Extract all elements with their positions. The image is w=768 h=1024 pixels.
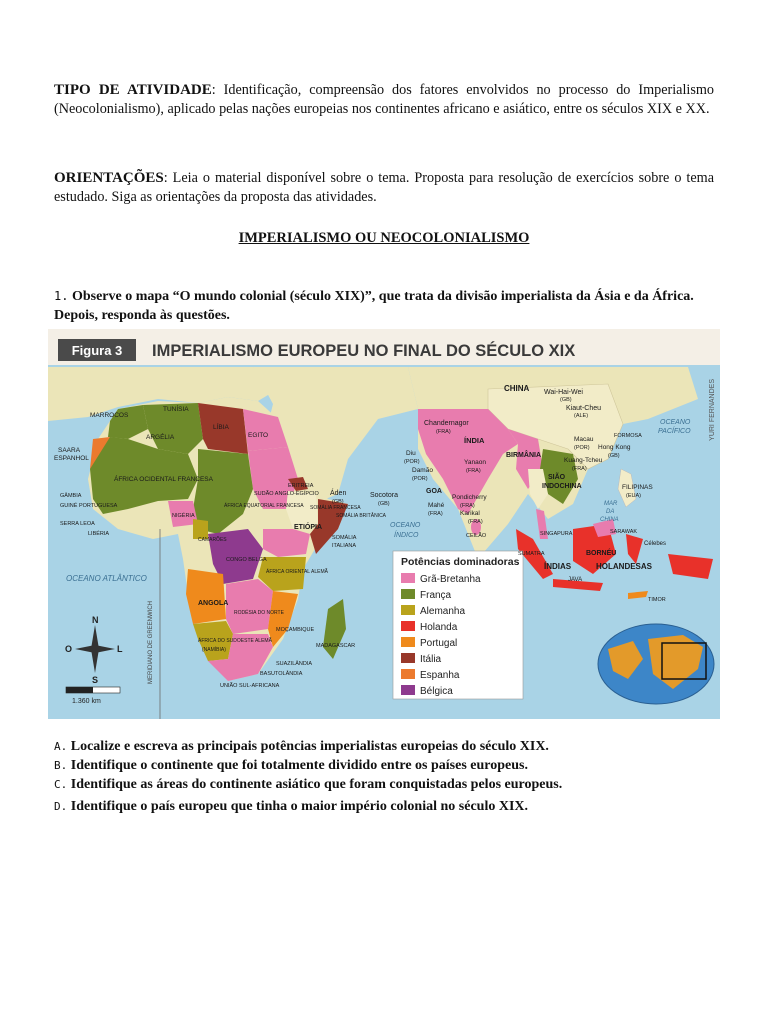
label-namibia: (NAMÍBIA): [202, 647, 226, 653]
label-sarawak: SARAWAK: [610, 529, 638, 535]
label-angola: ANGOLA: [198, 600, 229, 607]
label-marrocos: MARROCOS: [90, 412, 129, 419]
region-angola: [186, 569, 229, 624]
map-title: IMPERIALISMO EUROPEU NO FINAL DO SÉCULO XIX: [152, 342, 576, 360]
label-indian-ocean-2: ÍNDICO: [394, 532, 419, 539]
label-aden-gb: (GB): [332, 499, 344, 505]
map-credit: YURI FERNANDES: [709, 379, 716, 441]
label-indochina: INDOCHINA: [542, 483, 582, 490]
legend-label: Holanda: [420, 622, 458, 633]
label-sudao: SUDÃO ANGLO-EGÍPCIO: [254, 491, 319, 497]
label-indias: ÍNDIAS: [544, 562, 572, 571]
label-somalia-it-2: ITALIANA: [332, 543, 357, 549]
label-saara-1: SAARA: [58, 447, 81, 454]
scale-label: 1.360 km: [72, 698, 101, 705]
label-damao: Damão: [412, 467, 433, 474]
question-d-text: Identifique o país europeu que tinha o maior império colonial no século XIX.: [67, 799, 528, 814]
imperialism-map: [48, 329, 720, 719]
question-a-letter: A.: [54, 740, 68, 753]
label-pondicherry: Pondicherry: [452, 494, 487, 501]
question-c-text: Identifique as áreas do continente asiático que foram conquistadas pelos europeus.: [67, 777, 563, 792]
label-liberia: LIBÉRIA: [88, 531, 110, 537]
legend-swatch: [401, 589, 415, 599]
label-atlantic: OCEANO ATLÂNTICO: [66, 574, 147, 583]
question-b-text: Identifique o continente que foi totalmente dividido entre os países europeus.: [67, 758, 528, 773]
label-hongkong-gb: (GB): [608, 453, 620, 459]
label-uniao: UNIÃO SUL-AFRICANA: [220, 683, 280, 689]
label-birmania: BIRMÂNIA: [506, 452, 541, 459]
label-pacific-1: OCEANO: [660, 419, 691, 426]
label-guine: GUINÉ PORTUGUESA: [60, 503, 118, 509]
label-africa-oriental-alema: ÁFRICA ORIENTAL ALEMÃ: [266, 569, 328, 575]
label-yanaon-fra: (FRA): [466, 468, 481, 474]
question-1-number: 1.: [54, 289, 69, 303]
question-d: [54, 797, 734, 816]
legend-swatch: [401, 605, 415, 615]
legend-label: Alemanha: [420, 606, 466, 617]
section-heading: IMPERIALISMO OU NEOCOLONIALISMO: [238, 230, 530, 246]
activity-type-text: : Identificação, compreensão dos fatores envolvidos no processo do Imperialismo (Neocolonialismo), aplicado pelas nações europeias nos continentes africano e asiático, entre os séculos XIX e XX.: [54, 82, 714, 117]
label-congo: CONGO BELGA: [226, 557, 267, 563]
guidelines-text: : Leia o material disponível sobre o tema. Proposta para resolução de exercícios sobre o tema estudado. Siga as orientações da proposta das atividades.: [54, 170, 714, 205]
question-b: [54, 756, 734, 775]
label-mar-china-2: DA: [606, 509, 615, 515]
scale-bar-fill: [66, 687, 93, 693]
label-gambia: GÂMBIA: [60, 493, 82, 499]
label-aden: Áden: [330, 490, 347, 497]
question-d-letter: D.: [54, 800, 68, 813]
label-yanaon: Yanaon: [464, 459, 486, 466]
legend-swatch: [401, 637, 415, 647]
compass-n: N: [92, 615, 99, 625]
label-sudoeste: ÁFRICA DO SUDOESTE ALEMÃ: [198, 638, 272, 644]
question-c-letter: C.: [54, 778, 68, 791]
locator-globe: [598, 624, 714, 704]
question-1: [54, 287, 718, 325]
legend-label: Espanha: [420, 670, 460, 681]
label-serra-leoa: SERRA LEOA: [60, 521, 95, 527]
label-mar-china-1: MAR: [604, 501, 618, 507]
activity-type-paragraph: [54, 81, 714, 119]
label-madagascar: MADAGASCAR: [316, 643, 356, 649]
label-mocambique: MOÇAMBIQUE: [276, 627, 315, 633]
label-filipinas: FILIPINAS: [622, 484, 653, 491]
label-saara-2: ESPANHOL: [54, 455, 89, 462]
label-filipinas-eua: (EUA): [626, 493, 641, 499]
label-damao-por: (POR): [412, 476, 428, 482]
label-gb: (GB): [560, 397, 572, 403]
question-a: [54, 737, 734, 756]
label-pacific-2: PACÍFICO: [658, 428, 691, 435]
label-singapura: SINGAPURA: [540, 531, 573, 537]
label-argelia: ARGÉLIA: [146, 434, 175, 441]
label-karikal-fra: (FRA): [468, 519, 483, 525]
guidelines-label: ORIENTAÇÕES: [54, 170, 164, 186]
label-suazilandia: SUAZILÂNDIA: [276, 661, 313, 667]
label-kuangtcheu-fra: (FRA): [572, 466, 587, 472]
label-waihaiwei: Wai-Hai-Wei: [544, 389, 583, 396]
label-celebes: Célebes: [644, 541, 667, 547]
label-macau: Macau: [574, 436, 594, 443]
label-china: CHINA: [504, 384, 530, 393]
region-rhodesia: [226, 579, 273, 634]
legend-swatch: [401, 573, 415, 583]
legend-label: Bélgica: [420, 686, 453, 697]
label-goa: GOA: [426, 488, 442, 495]
legend-label: Portugal: [420, 638, 458, 649]
legend-swatch: [401, 653, 415, 663]
question-a-text: Localize e escreva as principais potências imperialistas europeias do século XIX.: [67, 739, 549, 754]
label-ceilao: CEILÃO: [466, 533, 487, 539]
greenwich-label: MERIDIANO DE GREENWICH: [148, 600, 154, 684]
label-camaroes: CAMARÕES: [198, 537, 227, 543]
activity-type-label: TIPO DE ATIVIDADE: [54, 82, 212, 98]
region-cameroon: [193, 519, 208, 539]
label-kiautcheu: Kiaut-Cheu: [566, 405, 602, 412]
label-pondicherry-fra: (FRA): [460, 503, 475, 509]
label-indian-ocean-1: OCEANO: [390, 522, 421, 529]
label-nigeria: NIGÉRIA: [172, 513, 195, 519]
label-macau-por: (POR): [574, 445, 590, 451]
legend-title: Potências dominadoras: [401, 556, 520, 568]
guidelines-paragraph: [54, 169, 714, 207]
compass-l: L: [117, 644, 123, 654]
label-aof: ÁFRICA OCIDENTAL FRANCESA: [114, 476, 213, 483]
legend-label: França: [420, 590, 452, 601]
label-hongkong: Hong Kong: [598, 444, 631, 451]
label-eritreia: ERITREIA: [288, 483, 314, 489]
question-1-text: Observe o mapa “O mundo colonial (século XIX)”, que trata da divisão imperialista da Ásia e da África. Depois, responda às questões.: [54, 289, 694, 323]
label-borneu: BORNÉU: [586, 550, 617, 557]
label-tunisia: TUNÍSIA: [163, 406, 189, 413]
label-karikal: Karikal: [460, 510, 480, 517]
label-diu: Diu: [406, 450, 416, 457]
legend-label: Grã-Bretanha: [420, 574, 481, 585]
legend-label: Itália: [420, 654, 442, 665]
label-egito: EGITO: [248, 432, 269, 439]
legend-swatch: [401, 621, 415, 631]
label-siao: SIÃO: [548, 474, 566, 481]
label-somalia-it-1: SOMÁLIA: [332, 535, 357, 541]
label-mahe-fra: (FRA): [428, 511, 443, 517]
label-aef: ÁFRICA EQUATORIAL FRANCESA: [224, 503, 304, 509]
label-kuangtcheu: Kuang-Tcheu: [564, 457, 603, 464]
figure-tag: Figura 3: [71, 343, 123, 358]
label-holandesas: HOLANDESAS: [596, 562, 653, 571]
label-somalia-fr: SOMÁLIA FRANCESA: [310, 505, 361, 511]
label-libia: LÍBIA: [213, 424, 229, 431]
question-c: [54, 775, 734, 794]
compass-s: S: [92, 675, 99, 685]
label-diu-por: (POR): [404, 459, 420, 465]
question-b-letter: B.: [54, 759, 68, 772]
compass-o: O: [65, 644, 73, 654]
label-mar-china-3: CHINA: [600, 517, 619, 523]
label-timor: TIMOR: [648, 597, 666, 603]
label-mahe: Mahé: [428, 502, 445, 509]
label-somalia-br: SOMÁLIA BRITÂNICA: [336, 513, 387, 519]
legend-swatch: [401, 685, 415, 695]
label-etiopia: ETIÓPIA: [294, 524, 323, 531]
label-basutolandia: BASUTOLÂNDIA: [260, 671, 303, 677]
legend-swatch: [401, 669, 415, 679]
label-chandernagor-fra: (FRA): [436, 429, 451, 435]
label-formosa: FORMOSA: [614, 433, 642, 439]
questions-list: [54, 737, 734, 816]
label-chandernagor: Chandernagor: [424, 420, 469, 427]
label-socotora-gb: (GB): [378, 501, 390, 507]
label-india: ÍNDIA: [464, 436, 485, 445]
label-rodesia: RODÉSIA DO NORTE: [234, 610, 284, 616]
label-sumatra: SUMATRA: [518, 551, 545, 557]
label-java: JAVA: [568, 577, 583, 583]
label-ale: (ALE): [574, 413, 589, 419]
label-socotora: Socotora: [370, 492, 399, 499]
